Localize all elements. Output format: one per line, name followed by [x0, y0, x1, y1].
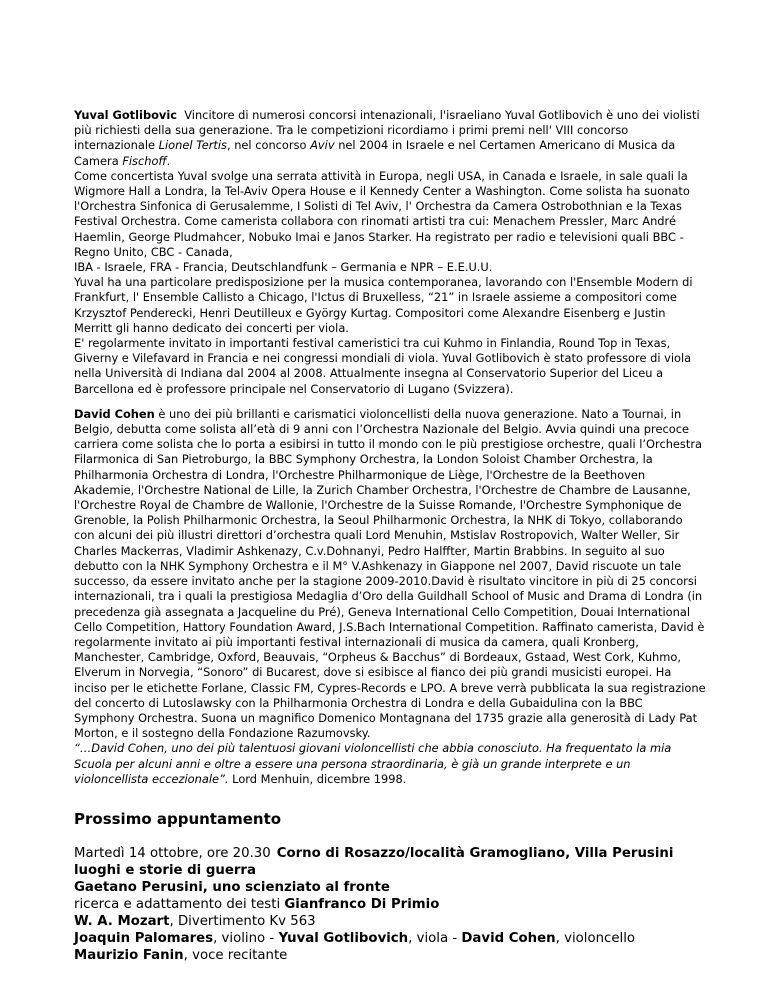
- event-program: W. A. Mozart, Divertimento Kv 563: [74, 913, 316, 929]
- event-research: ricerca e adattamento dei testi Gianfranco Di Primio: [74, 896, 440, 912]
- event-date: Martedì 14 ottobre, ore 20.30: [74, 845, 271, 861]
- bio-paragraph: Yuval ha una particolare predisposizione per la musica contemporanea, lavorando con l'Ensemble Modern di Frankfurt, l' Ensemble Callisto a Chicago, l'Ictus di Bruxelless, “21” in Israele assieme a compositori come Krzysztof Penderecki, Henri Deutilleux e György Kurtag. Compositori come Alexandre Eisenberg e Justin Merritt gli hanno dedicato dei concerti per viola.: [74, 275, 693, 335]
- bio-quote: “…David Cohen, uno dei più talentuosi giovani violoncellisti che abbia conosciuto. Ha frequentato la mia Scuola per alcuni anni e oltre a essere una persona straordinaria, è già un grande interprete e un violoncellista eccezionale”. Lord Menhuin, dicembre 1998.: [74, 741, 672, 786]
- section-heading: Prossimo appuntamento: [74, 809, 282, 828]
- event-series: luoghi e storie di guerra: [74, 862, 256, 878]
- document-page: [74, 108, 706, 964]
- next-event: [74, 845, 706, 964]
- event-date-venue: [74, 845, 706, 862]
- bio-name: Yuval Gotlibovic: [74, 108, 177, 122]
- event-title: Gaetano Perusini, uno scienziato al fronte: [74, 879, 390, 895]
- bio-paragraph: Come concertista Yuval svolge una serrata attività in Europa, negli USA, in Canada e Israele, in sale quali la Wigmore Hall a Londra, la Tel-Aviv Opera House e il Kennedy Center a Washington. Come solista ha suonato l'Orchestra Sinfonica di Gerusalemme, I Solisti di Tel Aviv, l' Orchestra da Camera Ostrobothnian e la Texas Festival Orchestra. Come camerista collabora con rinomati artisti tra cui: Menachem Pressler, Marc André Haemlin, George Pludmahcer, Nobuko Imai e Janos Starker. Ha registrato per radio e televisioni quali BBC - Regno Unito, CBC - Canada,: [74, 168, 690, 259]
- bio-cohen: [74, 407, 706, 787]
- bio-gotlibovich: [74, 108, 706, 397]
- event-narrator: Maurizio Fanin, voce recitante: [74, 947, 288, 963]
- bio-cohen-text: David Cohen è uno dei più brillanti e carismatici violoncellisti della nuova generazione. Nato a Tournai, in Belgio, debutta come solista all’età di 9 anni con l’Orchestra Nazionale del Belgio. Avvia quindi una precoce carriera come solista che lo porta a esibirsi in tutto il mondo con le più prestigiose orchestre, quali l’Orchestra Filarmonica di San Pietroburgo, la BBC Symphony Orchestra, la London Soloist Chamber Orchestra, la Philharmonia Orchestra di Londra, l'Orchestre Philharmonique de Liège, l'Orchestre de la Beethoven Akademie, l'Orchestre National de Lille, la Zurich Chamber Orchestra, l'Orchestre de Chambre de Lausanne, l'Orchestre Royal de Chambre de Wallonie, l'Orchestre de la Suisse Romande, l'Orchestre Symphonique de Grenoble, la Polish Philharmonic Orchestra, la Seoul Philharmonic Orchestra, la NHK di Tokyo, collaborando con alcuni dei più illustri direttori d’orchestra quali Lord Menuhin, Mstislav Rostropovich, Walter Weller, Sir Charles Mackerras, Vladimir Ashkenazy, C.v.Dohnanyi, Pedro Halffter, Martin Brabbins. In seguito al suo debutto con la NHK Symphony Orchestra e il M° V.Ashkenazy in Giappone nel 2007, David riscuote un tale successo, da essere invitato anche per la stagione 2009-2010.David è risultato vincitore in più di 25 concorsi internazionali, tra i quali la prestigiosa Medaglia d’Oro della Guildhall School of Music and Drama di Londra (in precedenza già assegnata a Jacqueline du Pré), Geneva International Cello Competition, Douai International Cello Competition, Hattory Foundation Award, J.S.Bach International Competition. Raffinato camerista, David è regolarmente invitato ai più importanti festival internazionali di musica da camera, quali Kronberg, Manchester, Cambridge, Oxford, Beauvais, “Orpheus & Bacchus” di Bordeaux, Gstaad, West Cork, Kuhmo, Elverum in Norvegia, “Sonoro” di Bucarest, dove si esibisce al fianco dei più grandi musicisti europei. Ha inciso per le etichette Forlane, Classic FM, Cypres-Records e LPO. A breve verrà pubblicata la sua registrazione del concerto di Lutoslawsky con la Philharmonia Orchestra di Londra e della Gubaidulina con la BBC Symphony Orchestra. Suona un magnifico Domenico Montagnana del 1735 grazie alla generosità di Lady Pat Morton, e il sostegno della Fondazione Razumovsky.: [74, 406, 706, 741]
- event-performers: Joaquin Palomares, violino - Yuval Gotlibovich, viola - David Cohen, violoncello: [74, 930, 636, 946]
- bio-name: David Cohen: [74, 406, 155, 421]
- bio-paragraph: IBA - Israele, FRA - Francia, Deutschlandfunk – Germania e NPR – E.E.U.U.: [74, 260, 493, 275]
- bio-gotlibovich-intro: Yuval Gotlibovic Vincitore di numerosi concorsi intenazionali, l'israeliano Yuval Gotlibovich è uno dei violisti più richiesti della sua generazione. Tra le competizioni ricordiamo i primi premi nell' VIII concorso internazionale Lionel Tertis, nel concorso Aviv nel 2004 in Israele e nel Certamen Americano di Musica da Camera Fischoff.: [74, 108, 700, 168]
- bio-paragraph: E' regolarmente invitato in importanti festival cameristici tra cui Kuhmo in Finlandia, Round Top in Texas, Giverny e Vilefavard in Francia e nei congressi mondiali di viola. Yuval Gotlibovich è stato professore di viola nella Università di Indiana dal 2004 al 2008. Attualmente insegna al Conservatorio Superior del Liceu a Barcellona ed è professore principale nel Conservatorio di Lugano (Svizzera).: [74, 336, 692, 396]
- event-venue: Corno di Rosazzo/località Gramogliano, Villa Perusini: [276, 845, 674, 861]
